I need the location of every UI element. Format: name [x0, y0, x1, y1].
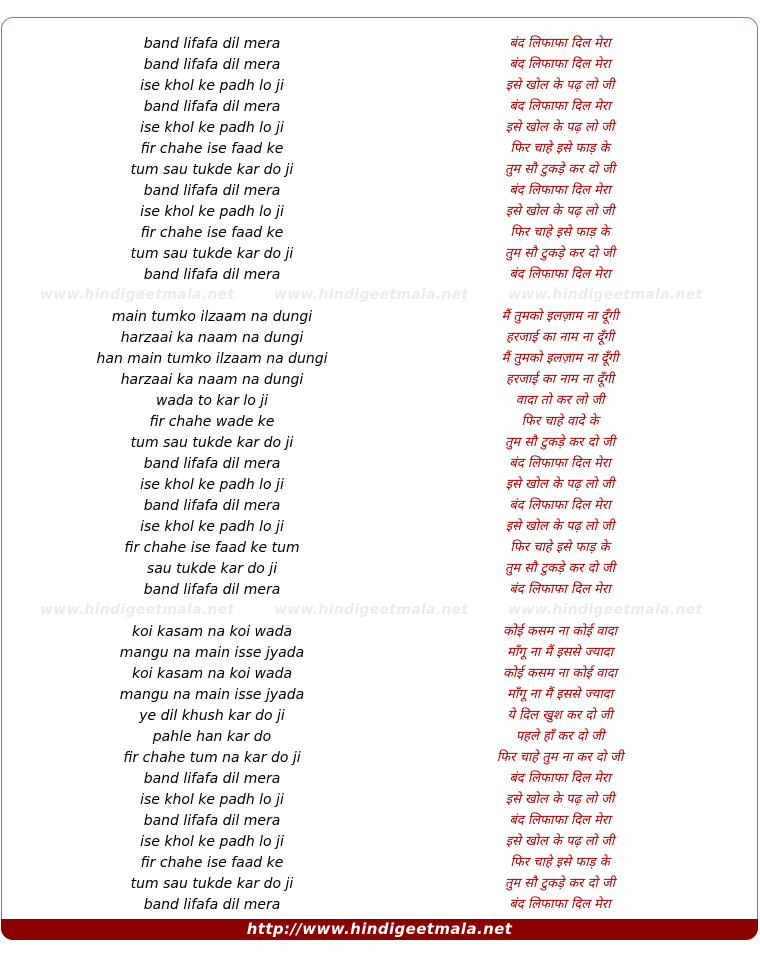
- lyric-line-roman: fir chahe ise faad ke tum: [124, 540, 300, 556]
- lyric-line-roman: fir chahe wade ke: [149, 414, 275, 430]
- lyrics-frame: [1, 17, 758, 940]
- lyric-line-roman: band lifafa dil mera: [143, 99, 281, 115]
- lyric-line-hindi: बंद लिफाफा दिल मेरा: [509, 267, 611, 282]
- lyric-line-roman: band lifafa dil mera: [143, 183, 281, 199]
- lyric-line-hindi: बंद लिफाफा दिल मेरा: [509, 57, 611, 72]
- lyric-line-hindi: फिर चाहे इसे फाड़ के: [510, 225, 610, 240]
- lyric-line-roman: harzaai ka naam na dungi: [120, 330, 304, 346]
- lyric-line-hindi: पहले हाँ कर दो जी: [515, 729, 605, 744]
- lyric-line-hindi: मैं तुमको इलज़ाम ना दूँगी: [501, 351, 619, 366]
- lyric-line-roman: band lifafa dil mera: [143, 57, 281, 73]
- lyric-line-roman: main tumko ilzaam na dungi: [111, 309, 313, 325]
- lyric-line-hindi: फिर चाहे तुम ना कर दो जी: [496, 750, 624, 765]
- lyric-line-hindi: बंद लिफाफा दिल मेरा: [509, 582, 611, 597]
- lyric-line-hindi: कोई कसम ना कोई वादा: [503, 666, 617, 681]
- watermark-text: www.hindigeetmala.net: [274, 602, 469, 618]
- lyric-line-hindi: बंद लिफाफा दिल मेरा: [509, 456, 611, 471]
- lyric-line-roman: band lifafa dil mera: [143, 582, 281, 598]
- lyric-line-roman: ise khol ke padh lo ji: [140, 204, 284, 220]
- lyric-line-roman: pahle han kar do: [152, 729, 272, 745]
- lyric-line-roman: ise khol ke padh lo ji: [140, 120, 284, 136]
- lyric-line-hindi: बंद लिफाफा दिल मेरा: [509, 897, 611, 912]
- lyric-line-hindi: कोई कसम ना कोई वादा: [503, 624, 617, 639]
- lyric-line-hindi: तुम सौ टुकड़े कर दो जी: [504, 435, 616, 450]
- lyric-line-roman: band lifafa dil mera: [143, 36, 281, 52]
- lyric-line-hindi: फिर चाहे वादे के: [521, 414, 599, 429]
- lyric-line-hindi: माँगू ना मैं इससे ज्यादा: [507, 645, 613, 660]
- lyric-line-hindi: तुम सौ टुकड़े कर दो जी: [504, 162, 616, 177]
- lyric-line-hindi: इसे खोल के पढ़ लो जी: [505, 519, 615, 534]
- lyric-line-roman: fir chahe tum na kar do ji: [123, 750, 301, 766]
- lyric-line-hindi: माँगू ना मैं इससे ज्यादा: [507, 687, 613, 702]
- lyric-line-roman: band lifafa dil mera: [143, 267, 281, 283]
- lyric-line-roman: harzaai ka naam na dungi: [120, 372, 304, 388]
- lyric-line-roman: han main tumko ilzaam na dungi: [96, 351, 328, 367]
- lyric-line-roman: tum sau tukde kar do ji: [130, 162, 294, 178]
- lyric-line-roman: ise khol ke padh lo ji: [140, 792, 284, 808]
- lyric-line-hindi: फिर चाहे इसे फाड़ के: [510, 540, 610, 555]
- lyric-line-roman: tum sau tukde kar do ji: [130, 246, 294, 262]
- lyric-line-roman: ise khol ke padh lo ji: [140, 477, 284, 493]
- watermark-text: www.hindigeetmala.net: [40, 287, 235, 303]
- lyric-line-hindi: फिर चाहे इसे फाड़ के: [510, 855, 610, 870]
- lyric-line-hindi: बंद लिफाफा दिल मेरा: [509, 771, 611, 786]
- lyric-line-hindi: बंद लिफाफा दिल मेरा: [509, 36, 611, 51]
- lyric-line-hindi: वादा तो कर लो जी: [515, 393, 605, 408]
- lyric-line-hindi: बंद लिफाफा दिल मेरा: [509, 99, 611, 114]
- lyric-line-roman: band lifafa dil mera: [143, 897, 281, 913]
- lyric-line-hindi: बंद लिफाफा दिल मेरा: [509, 183, 611, 198]
- lyric-line-hindi: ये दिल खुश कर दो जी: [507, 708, 613, 723]
- lyric-line-roman: fir chahe ise faad ke: [140, 225, 284, 241]
- lyric-line-roman: fir chahe ise faad ke: [140, 141, 284, 157]
- lyric-line-hindi: मैं तुमको इलज़ाम ना दूँगी: [501, 309, 619, 324]
- lyric-line-roman: wada to kar lo ji: [155, 393, 269, 409]
- watermark-text: www.hindigeetmala.net: [508, 287, 703, 303]
- lyric-line-hindi: तुम सौ टुकड़े कर दो जी: [504, 246, 616, 261]
- lyric-line-roman: ise khol ke padh lo ji: [140, 834, 284, 850]
- lyric-line-roman: band lifafa dil mera: [143, 771, 281, 787]
- lyric-line-roman: fir chahe ise faad ke: [140, 855, 284, 871]
- watermark-text: www.hindigeetmala.net: [274, 287, 469, 303]
- lyric-line-hindi: फिर चाहे इसे फाड़ के: [510, 141, 610, 156]
- lyric-line-hindi: हरजाई का नाम ना दूँगी: [505, 372, 615, 387]
- footer-url[interactable]: http://www.hindigeetmala.net: [1, 919, 758, 940]
- lyric-line-hindi: बंद लिफाफा दिल मेरा: [509, 498, 611, 513]
- lyric-line-roman: ye dil khush kar do ji: [139, 708, 285, 724]
- lyric-line-hindi: इसे खोल के पढ़ लो जी: [505, 477, 615, 492]
- lyric-line-roman: band lifafa dil mera: [143, 813, 281, 829]
- lyric-line-hindi: इसे खोल के पढ़ लो जी: [505, 120, 615, 135]
- lyric-line-roman: band lifafa dil mera: [143, 498, 281, 514]
- lyric-line-hindi: बंद लिफाफा दिल मेरा: [509, 813, 611, 828]
- watermark-text: www.hindigeetmala.net: [40, 602, 235, 618]
- lyric-line-roman: tum sau tukde kar do ji: [130, 435, 294, 451]
- lyric-line-hindi: तुम सौ टुकड़े कर दो जी: [504, 876, 616, 891]
- lyric-line-roman: sau tukde kar do ji: [146, 561, 278, 577]
- lyric-line-hindi: तुम सौ टुकड़े कर दो जी: [504, 561, 616, 576]
- lyric-line-hindi: इसे खोल के पढ़ लो जी: [505, 792, 615, 807]
- lyric-line-roman: band lifafa dil mera: [143, 456, 281, 472]
- lyric-line-hindi: हरजाई का नाम ना दूँगी: [505, 330, 615, 345]
- lyric-line-roman: mangu na main isse jyada: [119, 645, 305, 661]
- lyric-line-roman: ise khol ke padh lo ji: [140, 519, 284, 535]
- watermark-text: www.hindigeetmala.net: [508, 602, 703, 618]
- lyric-line-roman: mangu na main isse jyada: [119, 687, 305, 703]
- lyric-line-roman: koi kasam na koi wada: [131, 624, 293, 640]
- lyric-line-roman: koi kasam na koi wada: [131, 666, 293, 682]
- lyric-line-roman: tum sau tukde kar do ji: [130, 876, 294, 892]
- lyric-line-roman: ise khol ke padh lo ji: [140, 78, 284, 94]
- lyric-line-hindi: इसे खोल के पढ़ लो जी: [505, 204, 615, 219]
- lyric-line-hindi: इसे खोल के पढ़ लो जी: [505, 78, 615, 93]
- lyric-line-hindi: इसे खोल के पढ़ लो जी: [505, 834, 615, 849]
